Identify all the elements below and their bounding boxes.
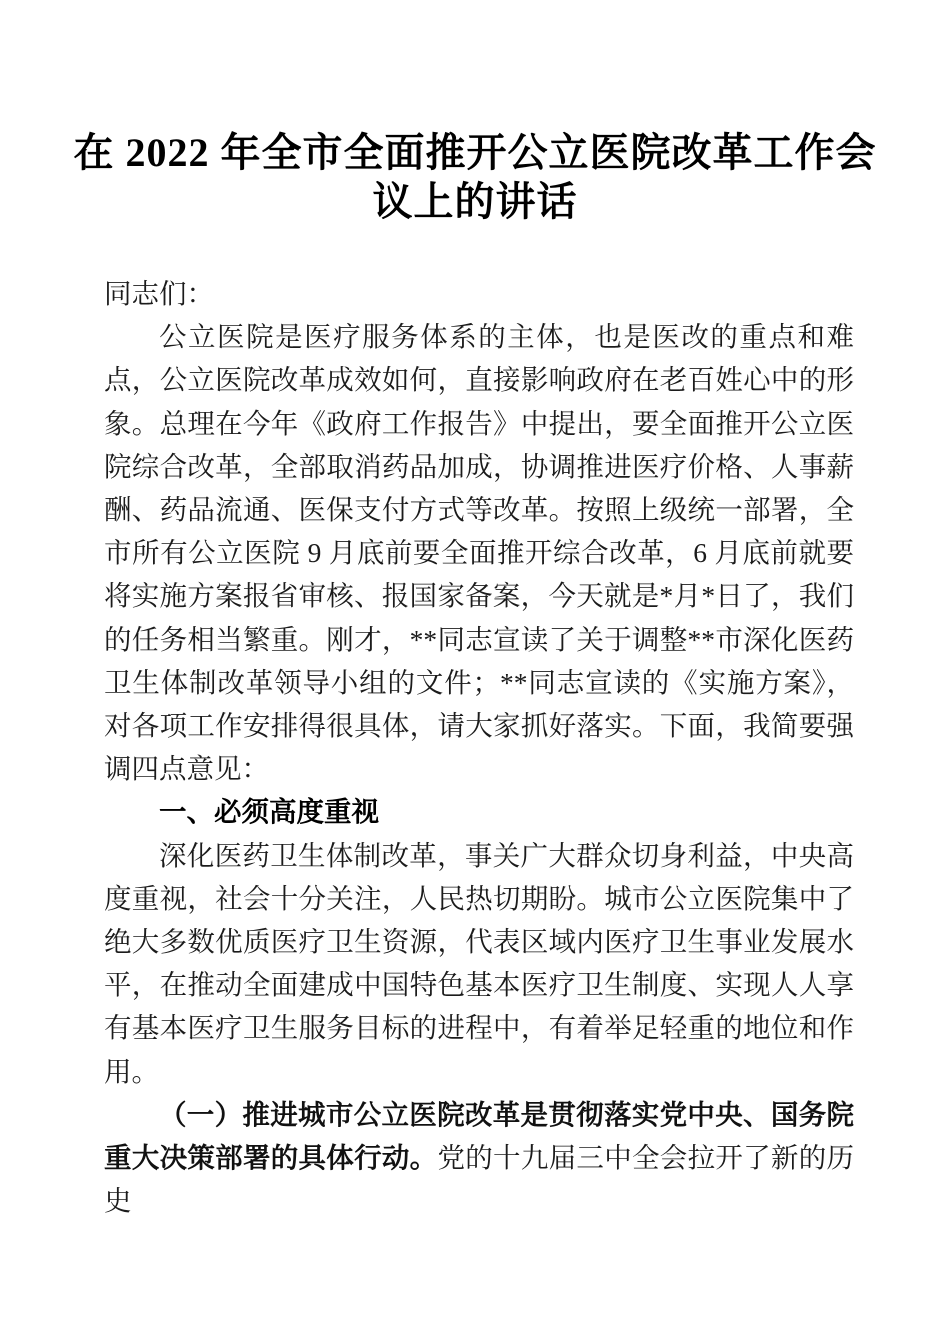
- doc-title: [0, 0, 950, 226]
- section-1-heading: 一、必须高度重视: [159, 796, 379, 828]
- subsection-1-lead-sentence: （一）推进城市公立医院改革是贯彻落实党中央、国务院重大决策部署的具体行动。: [104, 1098, 854, 1174]
- doc-title-line-2: 议上的讲话: [372, 179, 578, 224]
- paragraph-subsection-1: [104, 1093, 854, 1223]
- subsection-1-body-text: 党的十九届三中全会拉开了新的历史: [104, 1142, 855, 1217]
- paragraph-section-1: 深化医药卫生体制改革，事关广大群众切身利益，中央高度重视，社会十分关注，人民热切期盼。城市公立医院集中了绝大多数优质医疗卫生资源，代表区域内医疗卫生事业发展水平，在推动全面建成中国特色基本医疗卫生制度、实现人人享有基本医疗卫生服务目标的进程中，有着举足轻重的地位和作用。: [104, 839, 854, 1087]
- paragraph-intro: 公立医院是医疗服务体系的主体，也是医改的重点和难点，公立医院改革成效如何，直接影响政府在老百姓心中的形象。总理在今年《政府工作报告》中提出，要全面推开公立医院综合改革，全部取消药品加成，协调推进医疗价格、人事薪酬、药品流通、医保支付方式等改革。按照上级统一部署，全市所有公立医院 9 月底前要全面推开综合改革，6 月底前就要将实施方案报省审核、报国家备案，今天就是*月*日了，我们的任务相当繁重。刚才，**同志宣读了关于调整**市深化医药卫生体制改革领导小组的文件；**同志宣读的《实施方案》，对各项工作安排得很具体，请大家抓好落实。下面，我简要强调四点意见：: [104, 321, 854, 785]
- salutation: 同志们：: [104, 278, 214, 309]
- doc-body: [104, 272, 854, 1222]
- doc-title-line-1: 在 2022 年全市全面推开公立医院改革工作会: [73, 130, 877, 175]
